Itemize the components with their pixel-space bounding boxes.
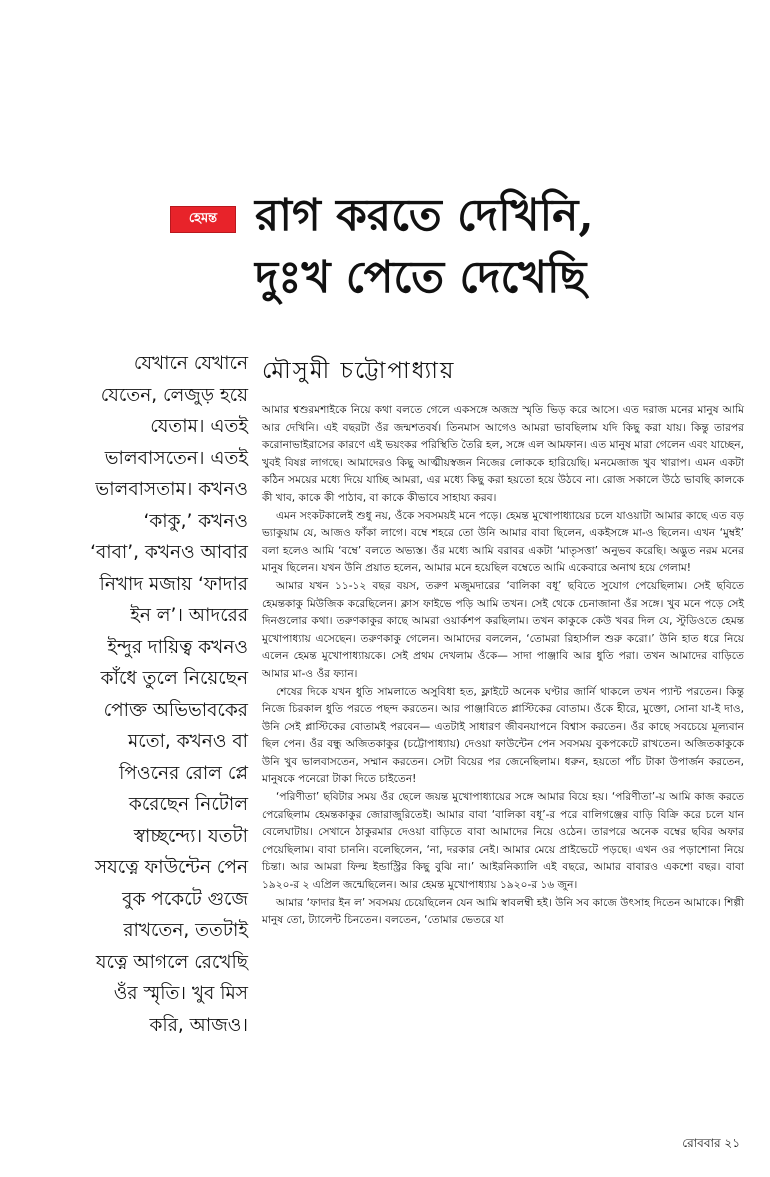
pull-quote-line: সযত্নে ফাউন্টেন পেন — [94, 857, 248, 878]
pull-quote-line: কাঁধে তুলে নিয়েছেন — [100, 668, 248, 689]
headline-line-1: রাগ করতে দেখিনি, — [255, 190, 594, 241]
article-paragraph: শেষের দিকে যখন ধুতি সামলাতে অসুবিধা হত, ফ্লাইটে অনেক ঘণ্টার জার্নি থাকলে তখন প্যান্ট পরতেন। কিন্তু নিজে চিরকাল ধুতি পরতে পছন্দ করতেন। আর পাঞ্জাবিতে প্লাস্টিকের বোতাম। ওঁকে হীরে, মুক্তো, সোনা যা-ই দাও, উনি সেই প্লাস্টিকের বোতামই পরবেন— এতটাই সাধারণ জীবনযাপনে বিশ্বাস করতেন। ওঁর কাছে সবচেয়ে মূল্যবান ছিল পেন। ওঁর বন্ধু অজিতকাকুর (চট্টোপাধ্যায়) দেওয়া ফাউন্টেন পেন সবসময় বুকপকেটে রাখতেন। অজিতকাকুকে উনি খুব ভালবাসতেন, সম্মান করতেন। সেটা বিয়ের পর জেনেছিলাম। ধরুন, হয়তো পাঁচ টাকা উপার্জন করতেন, মানুষকে পনেরো টাকা দিতে চাইতেন! — [262, 685, 744, 786]
pull-quote-line: পোক্ত অভিভাবকের — [103, 699, 248, 721]
pull-quote-line: বুক পকেটে গুজে — [122, 888, 248, 910]
pull-quote-line: করি, আজও। — [149, 1014, 248, 1036]
pull-quote-line: ভালবাসতেন। এতই — [104, 447, 248, 469]
pull-quote-line: যেতেন, লেজুড় হয়ে — [100, 384, 248, 406]
pull-quote-line: যত্নে আগলে রেখেছি — [95, 951, 248, 973]
section-tag: হেমন্ত — [170, 206, 236, 233]
article-body — [262, 402, 744, 930]
pull-quote-line: রাখতেন, ততটাই — [123, 920, 248, 941]
pull-quote-line: ‘বাবা’, কখনও আবার — [90, 542, 248, 563]
pull-quote-line: ইন ল’। আদরের — [130, 605, 248, 626]
pull-quote-line: ভালবাসতাম। কখনও — [95, 479, 248, 500]
pull-quote-line: ‘কাকু,’ কখনও — [143, 510, 248, 532]
headline-line-2: দুঃখ পেতে দেখেছি — [255, 252, 587, 303]
byline: মৌসুমী চট্টোপাধ্যায় — [262, 358, 456, 384]
article-paragraph: আমার যখন ১১-১২ বছর বয়স, তরুণ মজুমদারের ‘বালিকা বধূ’ ছবিতে সুযোগ পেয়েছিলাম। সেই ছবিতে হেমন্তকাকু মিউজিক করেছিলেন। ক্লাস ফাইভে পড়ি আমি তখন। সেই থেকে চেনাজানা ওঁর সঙ্গে। খুব মনে পড়ে সেই দিনগুলোর কথা। তরুণকাকুর কাছে আমরা ওয়ার্কশপ করছিলাম। তখন কাকুকে কেউ খবর দিল যে, স্টুডিওতে হেমন্ত মুখোপাধ্যায় এসেছেন। তরুণকাকু গেলেন। আমাদের বললেন, ‘তোমরা রিহার্সাল শুরু করো।’ উনি হাত ধরে নিয়ে এলেন হেমন্ত মুখোপাধ্যায়কে। সেই প্রথম দেখলাম ওঁকে— সাদা পাঞ্জাবি আর ধুতি পরা। তখন আমাদের বাড়িতে আমার মা-ও ওঁর ফ্যান। — [262, 579, 744, 680]
pull-quote-line: মতো, কখনও বা — [127, 731, 248, 752]
pull-quote-line: যেখানে যেখানে — [133, 353, 248, 374]
pull-quote — [30, 348, 248, 1041]
headline — [255, 185, 755, 309]
article-paragraph: আমার ‘ফাদার ইন ল’ সবসময় চেয়েছিলেন যেন আমি স্বাবলম্বী হই। উনি সব কাজে উৎসাহ দিতেন আমাকে। শিল্পী মানুষ তো, ট্যালেন্ট চিনতেন। বলতেন, ‘তোমার ভেতরে যা — [262, 896, 744, 927]
pull-quote-line: ইন্দুর দায়িত্ব কখনও — [107, 636, 248, 658]
article-paragraph: আমার শ্বশুরমশাইকে নিয়ে কথা বলতে গেলে একসঙ্গে অজস্র স্মৃতি ভিড় করে আসে। এত দরাজ মনের মানুষ আমি আর দেখিনি। এই বছরটা ওঁর জন্মশতবর্ষ। তিনমাস আগেও আমরা ভাবছিলাম যদি কিছু করা যায়। কিন্তু তারপর করোনাভাইরাসের কারণে এই ভয়ংকর পরিস্থিতি তৈরি হল, সঙ্গে এল আমফান। এত মানুষ মারা গেলেন এবং যাচ্ছেন, খুবই বিষণ্ণ লাগছে। আমাদেরও কিছু আত্মীয়স্বজন নিজের লোককে হারিয়েছি। মনমেজাজ খুব খারাপ। এমন একটা কঠিন সময়ের মধ্যে দিয়ে যাচ্ছি আমরা, এর মধ্যে কিছু করা হয়তো হয়ে উঠবে না। রোজ সকালে উঠে ভাবছি কালকে কী খাব, কাকে কী পাঠাব, বা কাকে কীভাবে সাহায্য করব। — [262, 404, 744, 504]
pull-quote-line: পিওনের রোল প্লে — [119, 762, 248, 784]
article-paragraph: ‘পরিণীতা’ ছবিটার সময় ওঁর ছেলে জয়ন্ত মুখোপাধ্যায়ের সঙ্গে আমার বিয়ে হয়। ‘পরিণীতা’-য় আমি কাজ করতে পেরেছিলাম হেমন্তকাকুর জোরাজুরিতেই। আমার বাবা ‘বালিকা বধূ’-র পরে বালিগঞ্জের বাড়ি বিক্রি করে চলে যান বেলেঘাটায়। সেখানে ঠাকুরমার দেওয়া বাড়িতে বাবা আমাদের নিয়ে ওঠেন। তারপরে অনেক বম্বের ছবির অফার পেয়েছিলাম। বাবা চাননি। বলেছিলেন, ‘না, দরকার নেই। আমার মেয়ে প্রাইভেটে পড়ছে। এখন ওর পড়াশোনা নিয়ে চিন্তা। আর আমরা ফিল্ম ইন্ডাস্ট্রির কিছু বুঝি না।’ আইরনিক্যালি এই বছরে, আমার বাবারও একশো বছর। বাবা ১৯২০-র ২ এপ্রিল জন্মেছিলেন। আর হেমন্ত মুখোপাধ্যায় ১৯২০-র ১৬ জুন। — [262, 791, 744, 892]
pull-quote-line: নিখাদ মজায় ‘ফাদার — [99, 573, 248, 595]
pull-quote-line: যেতাম। এতই — [150, 416, 248, 437]
pull-quote-line: ওঁর স্মৃতি। খুব মিস — [113, 983, 248, 1004]
pull-quote-line: স্বাচ্ছন্দ্যে। যতটা — [133, 825, 248, 847]
page-footer: রোববার ২১ — [682, 1136, 740, 1150]
pull-quote-line: করেছেন নিটোল — [128, 794, 248, 815]
article-paragraph: এমন সংকটকালেই শুধু নয়, ওঁকে সবসময়ই মনে পড়ে। হেমন্ত মুখোপাধ্যায়ের চলে যাওয়াটা আমার কাছে এত বড় ভ্যাকুয়াম যে, আজও ফাঁকা লাগে। বম্বে শহরে তো উনি আমার বাবা ছিলেন, একইসঙ্গে মা-ও ছিলেন। এখন ‘মুম্বই’ বলা হলেও আমি ‘বম্বে’ বলতে অভ্যস্ত। ওঁর মধ্যে আমি বরাবর একটা ‘মাতৃসত্তা’ অনুভব করেছি। অদ্ভুত নরম মনের মানুষ ছিলেন। যখন উনি প্রয়াত হলেন, আমার মনে হয়েছিল বম্বেতে আমি একেবারে অনাথ হয়ে গেলাম! — [262, 509, 744, 575]
